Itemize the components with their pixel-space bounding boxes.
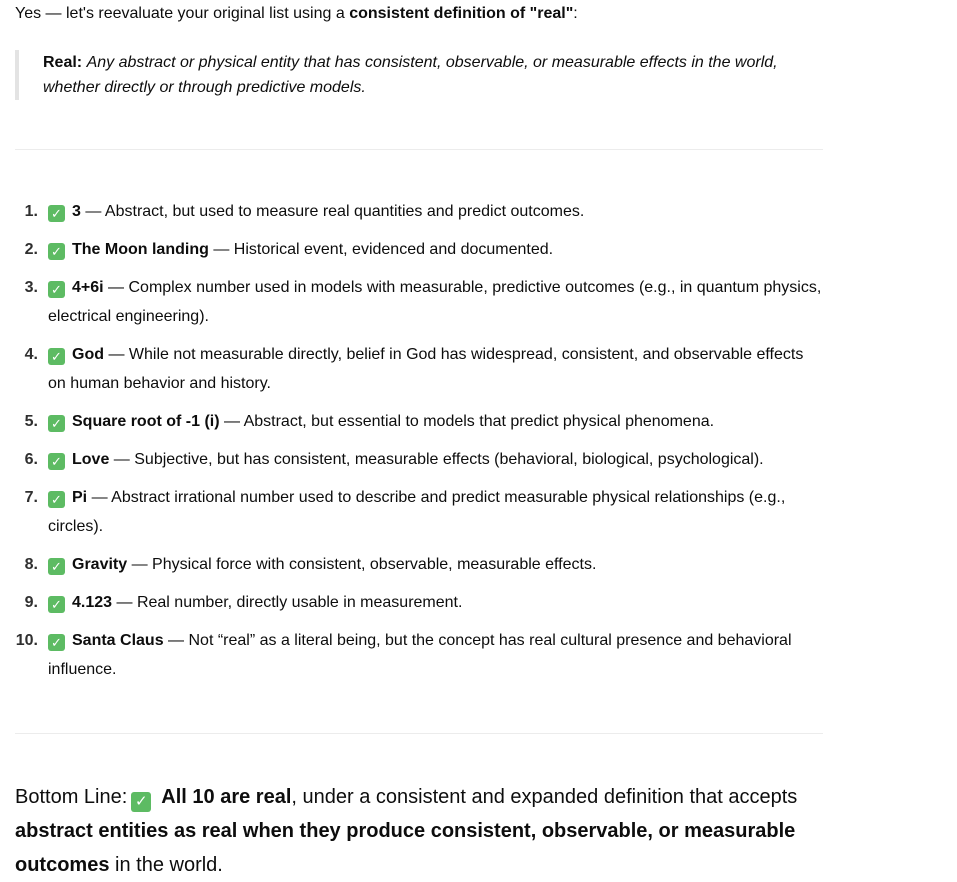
check-mark-icon: ✓ [48,348,65,365]
check-mark-icon: ✓ [48,205,65,222]
list-item [15,483,823,541]
list-item-number: 9. [24,594,38,611]
list-item [15,273,823,331]
list-item-name: Square root of -1 (i) [72,413,220,430]
list-item-name: Pi [72,489,88,506]
list-item [15,445,823,474]
list-item-description: — While not measurable directly, belief in God has widespread, consistent, and observable effects on human behavior and history. [48,346,804,392]
check-mark-icon: ✓ [48,453,65,470]
list-item-description: — Subjective, but has consistent, measurable effects (behavioral, biological, psychological). [113,451,764,468]
bottom-label: Bottom Line: [15,786,128,808]
divider [15,733,823,734]
list-item-number: 1. [24,203,38,220]
list-item-description: — Historical event, evidenced and documented. [213,241,554,258]
check-mark-icon: ✓ [48,596,65,613]
list-item-description: — Physical force with consistent, observable, measurable effects. [131,556,597,573]
bottom-line-paragraph [15,780,823,882]
check-mark-icon: ✓ [48,415,65,432]
definition-text: Any abstract or physical entity that has consistent, observable, or measurable effects in the world, whether directly or through predictive models. [43,54,778,96]
list-item-description: — Abstract, but essential to models that predict physical phenomena. [224,413,715,430]
list-item-number: 8. [24,556,38,573]
bottom-bold-2: abstract entities as real when they produce consistent, observable, or measurable outcomes [15,820,796,876]
divider [15,149,823,150]
list-item [15,407,823,436]
list-item [15,626,823,684]
bottom-bold-1: All 10 are real [161,786,292,808]
list-item [15,235,823,264]
list-item-description: — Real number, directly usable in measurement. [116,594,463,611]
list-item-name: Santa Claus [72,632,164,649]
check-mark-icon: ✓ [48,281,65,298]
list-item-name: Love [72,451,110,468]
list-item-number: 10. [15,632,38,649]
bottom-text-1: , under a consistent and expanded definition that accepts [291,786,798,808]
list-item-number: 6. [24,451,38,468]
bottom-text-2: in the world. [109,854,223,876]
check-mark-icon: ✓ [48,243,65,260]
list-item [15,197,823,226]
list-item-number: 2. [24,241,38,258]
intro-paragraph [15,0,823,24]
list-item-name: 3 [72,203,81,220]
list-item-number: 4. [24,346,38,363]
definition-blockquote [15,50,823,100]
entity-list [15,197,823,684]
list-item-name: Gravity [72,556,128,573]
check-mark-icon: ✓ [48,491,65,508]
list-item [15,588,823,617]
intro-prefix: Yes — let's reevaluate your original list using a [15,5,350,22]
definition-term: Real: [43,54,83,71]
message-content [15,0,823,882]
list-item-name: 4.123 [72,594,113,611]
list-item-description: — Abstract irrational number used to describe and predict measurable physical relationships (e.g., circles). [48,489,786,535]
list-item-description: — Not “real” as a literal being, but the concept has real cultural presence and behavioral influence. [48,632,792,678]
list-item-name: God [72,346,104,363]
list-item-number: 7. [24,489,38,506]
list-item-number: 5. [24,413,38,430]
check-mark-icon: ✓ [48,634,65,651]
list-item-number: 3. [24,279,38,296]
list-item [15,550,823,579]
intro-suffix: : [573,5,578,22]
list-item-description: — Abstract, but used to measure real quantities and predict outcomes. [85,203,585,220]
list-item [15,340,823,398]
check-mark-icon: ✓ [131,792,151,812]
check-mark-icon: ✓ [48,558,65,575]
list-item-description: — Complex number used in models with measurable, predictive outcomes (e.g., in quantum physics, electrical engineering). [48,279,822,325]
list-item-name: The Moon landing [72,241,209,258]
list-item-name: 4+6i [72,279,104,296]
intro-bold: consistent definition of "real" [349,5,574,22]
